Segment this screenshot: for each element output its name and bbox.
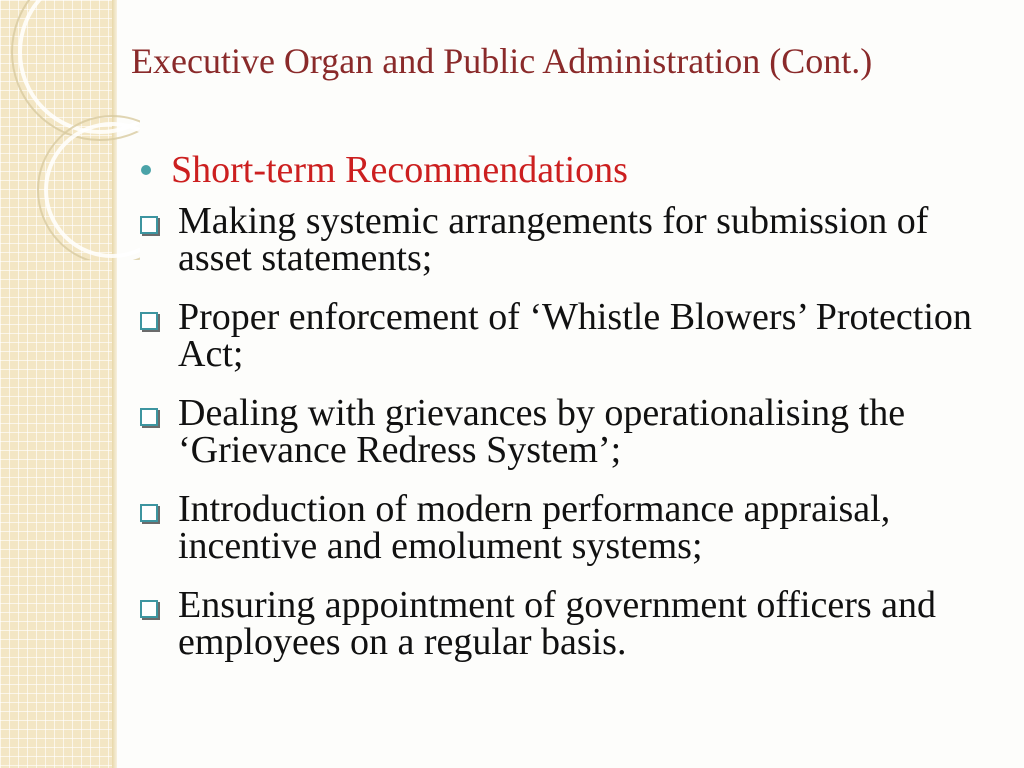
section-heading-row — [136, 145, 1006, 195]
section-heading: Short-term Recommendations — [171, 149, 628, 191]
square-bullet-icon — [140, 504, 158, 522]
square-bullet-icon — [140, 216, 158, 234]
list-item — [136, 584, 1006, 663]
square-bullet-icon — [140, 312, 158, 330]
list-item-text: Dealing with grievances by operationalising the ‘Grievance Redress System’; — [178, 392, 906, 471]
list-item — [136, 200, 1006, 279]
list-item-text: Proper enforcement of ‘Whistle Blowers’ Protection Act; — [178, 296, 972, 375]
list-item — [136, 392, 1006, 471]
decorative-rings-icon — [0, 0, 140, 260]
round-dot-bullet-icon — [141, 165, 151, 175]
slide-title: Executive Organ and Public Administration (Cont.) — [131, 41, 873, 81]
square-bullet-icon — [140, 600, 158, 618]
list-item-text: Introduction of modern performance appraisal, incentive and emolument systems; — [178, 488, 891, 567]
list-item-text: Ensuring appointment of government officers and employees on a regular basis. — [178, 584, 937, 663]
square-bullet-icon — [140, 408, 158, 426]
list-item-text: Making systemic arrangements for submission of asset statements; — [178, 200, 929, 279]
recommendation-list — [136, 200, 1006, 663]
list-item — [136, 488, 1006, 567]
slide-content — [136, 145, 1006, 661]
list-item — [136, 296, 1006, 375]
